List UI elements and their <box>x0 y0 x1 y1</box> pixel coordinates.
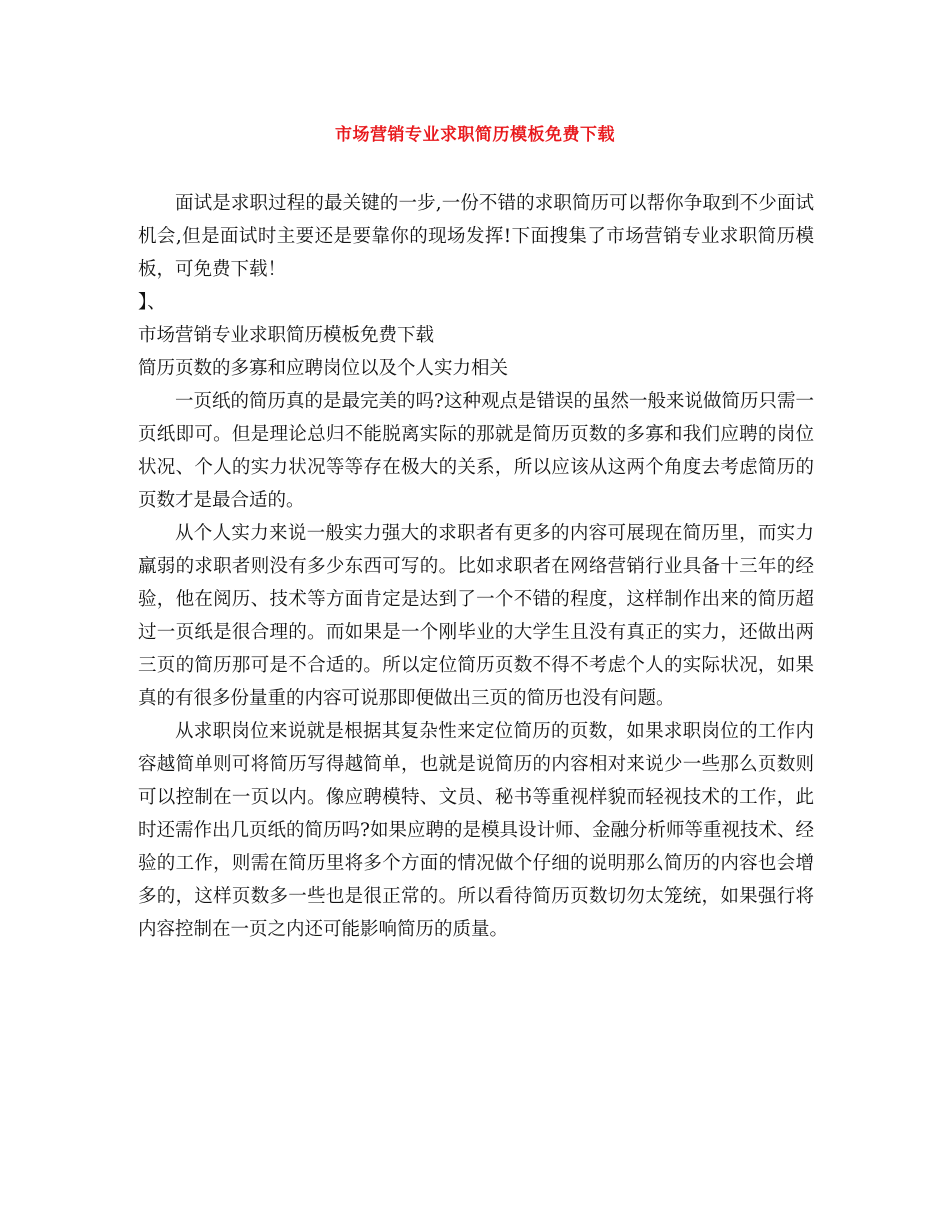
subheading-right: 简历页数的多寡和应聘岗位以及个人实力相关 <box>138 358 509 379</box>
intro-paragraph: 面试是求职过程的最关键的一步,一份不错的求职简历可以帮你争取到不少面试机会,但是面试时主要还是要靠你的现场发挥!下面搜集了市场营销专业求职简历模板，可免费下载！ <box>138 193 814 280</box>
document-body <box>138 187 814 946</box>
paragraph-job-position: 从求职岗位来说就是根据其复杂性来定位简历的页数，如果求职岗位的工作内容越简单则可将简历写得越简单，也就是说简历的内容相对来说少一些那么页数则可以控制在一页以内。像应聘模特、文员、秘书等重视样貌而轻视技术的工作，此时还需作出几页纸的简历吗?如果应聘的是模具设计师、金融分析师等重视技术、经验的工作，则需在简历里将多个方面的情况做个仔细的说明那么简历的内容也会增多的，这样页数多一些也是很正常的。所以看待简历页数切勿太笼统，如果强行将内容控制在一页之内还可能影响简历的质量。 <box>138 721 814 940</box>
paragraph-one-page: 一页纸的简历真的是最完美的吗?这种观点是错误的虽然一般来说做简历只需一页纸即可。但是理论总归不能脱离实际的那就是简历页数的多寡和我们应聘的岗位状况、个人的实力状况等等存在极大的关系，所以应该从这两个角度去考虑简历的页数才是最合适的。 <box>138 391 814 511</box>
document-title: 市场营销专业求职简历模板免费下载 <box>335 125 615 145</box>
bracket-line: 】、 <box>138 292 166 313</box>
section-subheading <box>138 319 814 385</box>
paragraph-personal-strength: 从个人实力来说一般实力强大的求职者有更多的内容可展现在简历里，而实力羸弱的求职者则没有多少东西可写的。比如求职者在网络营销行业具备十三年的经验，他在阅历、技术等方面肯定是达到了一个不错的程度，这样制作出来的简历超过一页纸是很合理的。而如果是一个刚毕业的大学生且没有真正的实力，还做出两三页的简历那可是不合适的。所以定位简历页数不得不考虑个人的实际状况，如果真的有很多份量重的内容可说那即便做出三页的简历也没有问题。 <box>138 523 814 709</box>
subheading-left: 市场营销专业求职简历模板免费下载 <box>138 325 435 346</box>
